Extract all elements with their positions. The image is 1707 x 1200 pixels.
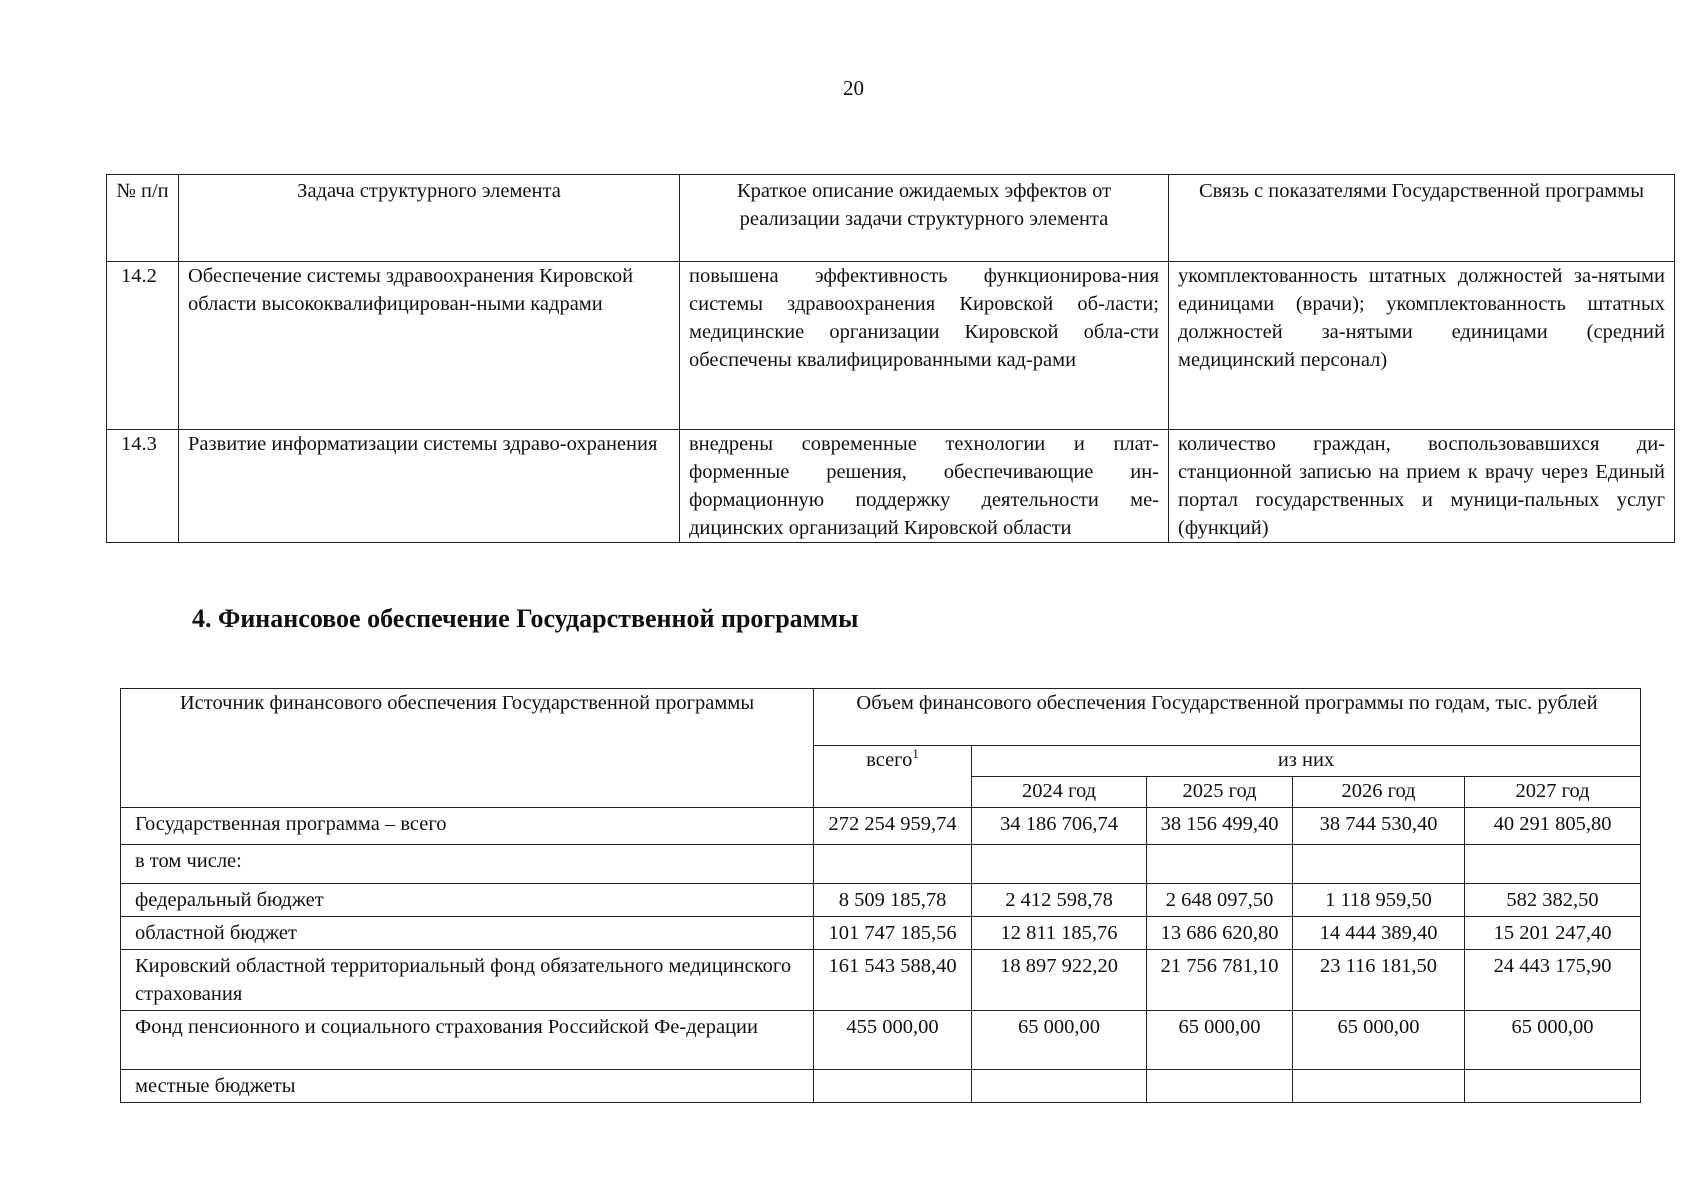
finance-header-row: [121, 689, 1641, 746]
tasks-table: [106, 174, 1675, 543]
total-cell: 101 747 185,56: [814, 917, 972, 950]
header-effects: Краткое описание ожидаемых эффектов от реализации задачи структурного элемента: [680, 175, 1169, 262]
source-cell: Кировский областной территориальный фонд обязательного медицинского страхования: [121, 950, 814, 1011]
total-cell: [814, 1070, 972, 1103]
footnote-marker: 1: [912, 746, 919, 762]
year-value-cell: [1147, 845, 1293, 884]
total-cell: 455 000,00: [814, 1011, 972, 1070]
row-indicators: укомплектованность штатных должностей за-нятыми единицами (врачи); укомплектованность штатных должностей за-нятыми единицами (средний медицинский персонал): [1169, 262, 1675, 430]
year-value-cell: 38 744 530,40: [1293, 808, 1465, 845]
year-value-cell: 24 443 175,90: [1465, 950, 1641, 1011]
header-total: [814, 746, 972, 808]
source-cell: федеральный бюджет: [121, 884, 814, 917]
header-number: № п/п: [107, 175, 179, 262]
source-cell: областной бюджет: [121, 917, 814, 950]
year-value-cell: 13 686 620,80: [1147, 917, 1293, 950]
header-volume: Объем финансового обеспечения Государственной программы по годам, тыс. рублей: [814, 689, 1641, 746]
row-task: Развитие информатизации системы здраво-охранения: [179, 430, 680, 543]
table-row: [121, 884, 1641, 917]
row-task: Обеспечение системы здравоохранения Кировской области высококвалифицирован-ными кадрами: [179, 262, 680, 430]
table-row: [121, 1070, 1641, 1103]
year-value-cell: 23 116 181,50: [1293, 950, 1465, 1011]
year-value-cell: 38 156 499,40: [1147, 808, 1293, 845]
year-value-cell: [1293, 845, 1465, 884]
header-year: 2027 год: [1465, 777, 1641, 808]
tasks-table-header-row: [107, 175, 1675, 262]
row-effects: повышена эффективность функционирова-ния системы здравоохранения Кировской об-ласти; медицинские организации Кировской обла-сти обеспечены квалифицированными кад-рами: [680, 262, 1169, 430]
header-task: Задача структурного элемента: [179, 175, 680, 262]
total-cell: [814, 845, 972, 884]
year-value-cell: 15 201 247,40: [1465, 917, 1641, 950]
row-indicators: количество граждан, воспользовавшихся ди-станционной записью на прием к врачу через Единый портал государственных и муници-пальных услуг (функций): [1169, 430, 1675, 543]
year-value-cell: 2 648 097,50: [1147, 884, 1293, 917]
header-indicators: Связь с показателями Государственной программы: [1169, 175, 1675, 262]
year-value-cell: [1465, 845, 1641, 884]
year-value-cell: 40 291 805,80: [1465, 808, 1641, 845]
year-value-cell: [972, 1070, 1147, 1103]
header-year: 2026 год: [1293, 777, 1465, 808]
year-value-cell: 2 412 598,78: [972, 884, 1147, 917]
year-value-cell: 65 000,00: [972, 1011, 1147, 1070]
table-row: [121, 845, 1641, 884]
section-title: 4. Финансовое обеспечение Государственной программы: [192, 604, 859, 633]
source-cell: Фонд пенсионного и социального страхования Российской Фе-дерации: [121, 1011, 814, 1070]
table-row: [121, 917, 1641, 950]
header-year: 2025 год: [1147, 777, 1293, 808]
page-number: 20: [843, 76, 864, 100]
header-year: 2024 год: [972, 777, 1147, 808]
total-cell: 161 543 588,40: [814, 950, 972, 1011]
table-row: [107, 262, 1675, 430]
header-total-label: всего: [866, 749, 913, 771]
year-value-cell: 21 756 781,10: [1147, 950, 1293, 1011]
source-cell: местные бюджеты: [121, 1070, 814, 1103]
table-row: [107, 430, 1675, 543]
year-value-cell: [1293, 1070, 1465, 1103]
year-value-cell: 14 444 389,40: [1293, 917, 1465, 950]
year-value-cell: 1 118 959,50: [1293, 884, 1465, 917]
year-value-cell: 18 897 922,20: [972, 950, 1147, 1011]
row-effects: внедрены современные технологии и плат-форменные решения, обеспечивающие ин-формационную поддержку деятельности ме-дицинских организаций Кировской области: [680, 430, 1169, 543]
row-number: 14.3: [107, 430, 179, 543]
year-value-cell: [972, 845, 1147, 884]
table-row: [121, 950, 1641, 1011]
source-cell: Государственная программа – всего: [121, 808, 814, 845]
header-source: Источник финансового обеспечения Государственной программы: [121, 689, 814, 808]
table-row: [121, 808, 1641, 845]
total-cell: 8 509 185,78: [814, 884, 972, 917]
table-row: [121, 1011, 1641, 1070]
year-value-cell: 65 000,00: [1147, 1011, 1293, 1070]
year-value-cell: 582 382,50: [1465, 884, 1641, 917]
finance-table: [120, 688, 1641, 1103]
row-number: 14.2: [107, 262, 179, 430]
year-value-cell: 65 000,00: [1293, 1011, 1465, 1070]
header-of-which: из них: [972, 746, 1641, 777]
source-cell: в том числе:: [121, 845, 814, 884]
year-value-cell: [1147, 1070, 1293, 1103]
year-value-cell: [1465, 1070, 1641, 1103]
total-cell: 272 254 959,74: [814, 808, 972, 845]
year-value-cell: 12 811 185,76: [972, 917, 1147, 950]
year-value-cell: 34 186 706,74: [972, 808, 1147, 845]
year-value-cell: 65 000,00: [1465, 1011, 1641, 1070]
